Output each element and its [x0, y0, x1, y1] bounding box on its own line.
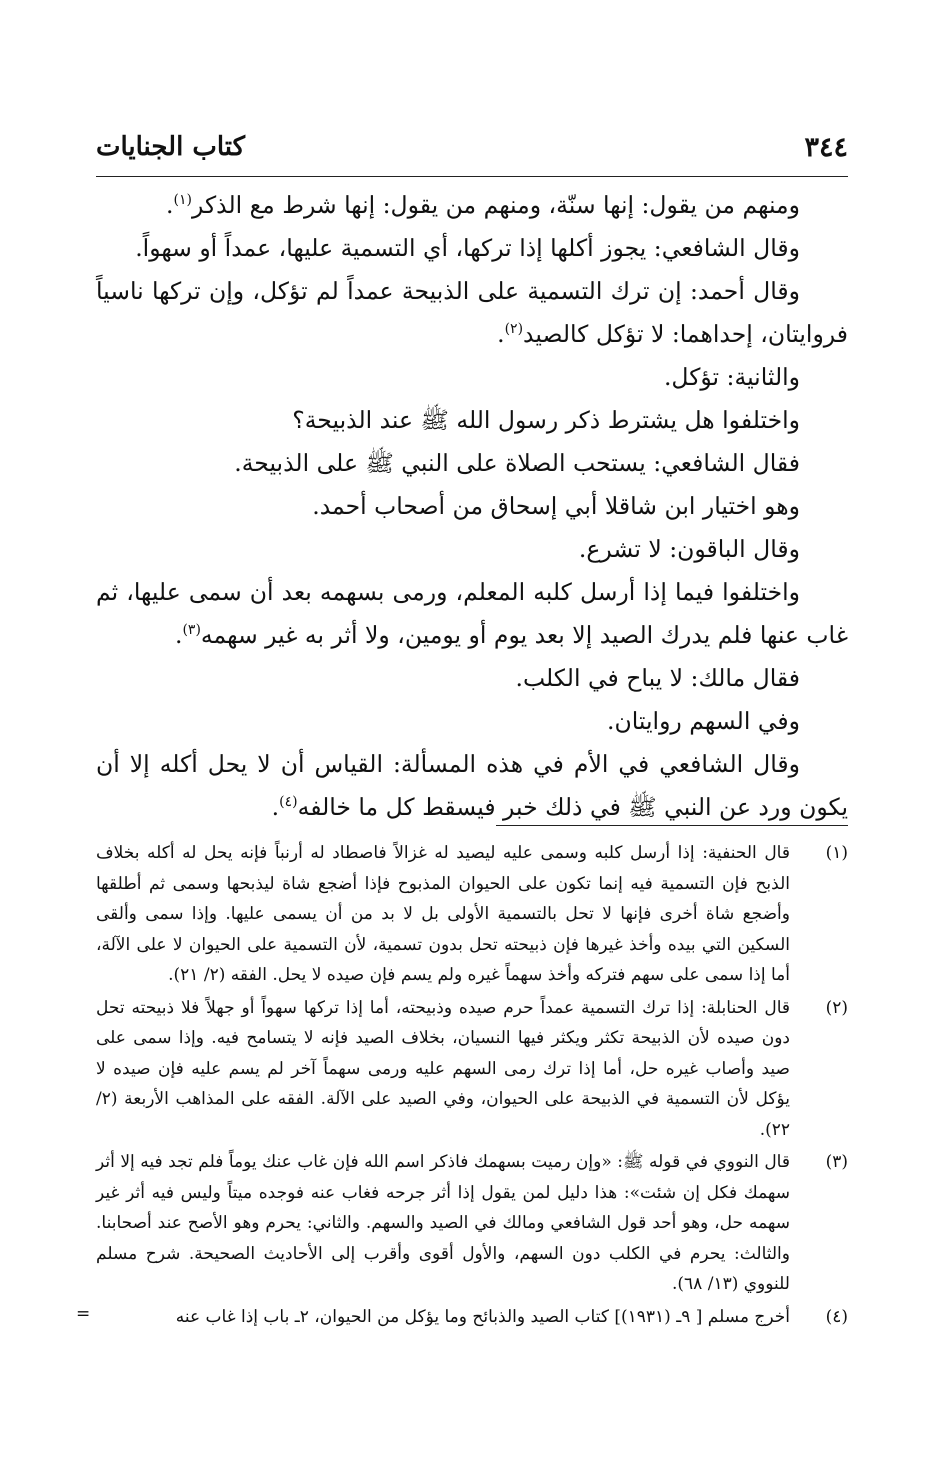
footnote-marker: (٤)	[279, 794, 298, 811]
paragraph: واختلفوا هل يشترط ذكر رسول الله ﷺ عند الذبيحة؟	[292, 406, 800, 434]
paragraph: وقال الباقون: لا تشرع.	[578, 535, 800, 563]
paragraph: وقال الشافعي: يجوز أكلها إذا تركها، أي التسمية عليها، عمداً أو سهواً.	[135, 234, 800, 262]
paragraph: ومنهم من يقول: إنها سنّة، ومنهم من يقول: إنها شرط مع الذكر$^{(١)}$.	[166, 191, 800, 219]
book-title: كتاب الجنايات	[96, 132, 246, 162]
footnote	[96, 838, 848, 991]
footnote-number: (٢)	[825, 997, 848, 1018]
page-header	[96, 128, 848, 177]
paragraph: وفي السهم روايتان.	[607, 707, 800, 735]
footnote	[96, 1302, 848, 1333]
continuation-mark: =	[76, 1304, 91, 1324]
paragraph: وهو اختيار ابن شاقلا أبي إسحاق من أصحاب أحمد.	[312, 492, 800, 520]
paragraph: واختلفوا فيما إذا أرسل كلبه المعلم، ورمى بسهمه بعد أن سمى عليها، ثم غاب عنها فلم يدرك الصيد إلا بعد يوم أو يومين، ولا أثر به غير سهمه$^{(٣)}$.	[96, 578, 848, 649]
footnote-text: أخرج مسلم [ ٩ـ (١٩٣١)] كتاب الصيد والذبائح وما يؤكل من الحيوان، ٢ـ باب إذا غاب عنه	[175, 1306, 790, 1327]
page-number: ٣٤٤	[804, 132, 848, 163]
footnote-text: قال الحنابلة: إذا ترك التسمية عمداً حرم صيده وذبيحته، أما إذا تركها سهواً أو جهلاً فلا ذبيحته تحل دون صيده لأن الذبيحة تكثر ويكثر فيها النسيان، بخلاف الصيد فإنه لا يتسامح فيه. وإذا سمى على صيد وأصاب غيره حل، أما إذا ترك رمى السهم عليه ورمى سهماً آخر لم يسم عليه فإن صيده لا يؤكل لأن التسمية في الذبيحة على الحيوان، وفي الصيد على الآلة. الفقه على المذاهب الأربعة (٢/ ٢٢).	[96, 997, 790, 1140]
footnote-marker: (٣)	[182, 622, 201, 639]
footnote	[96, 993, 848, 1146]
footnote-marker: (١)	[173, 192, 192, 209]
main-text	[96, 184, 848, 829]
footnote-number: (٤)	[825, 1306, 848, 1327]
paragraph: وقال الشافعي في الأم في هذه المسألة: القياس أن لا يحل أكله إلا أن يكون ورد عن النبي ﷺ في ذلك خبر فيسقط كل ما خالفه$^{(٤)}$.	[96, 750, 848, 821]
paragraph: فقال الشافعي: يستحب الصلاة على النبي ﷺ على الذبيحة.	[234, 449, 800, 477]
footnote-text: قال النووي في قوله ﷺ: «وإن رميت بسهمك فاذكر اسم الله فإن غاب عنك يوماً فلم تجد فيه إلا أثر سهمك فكل إن شئت»: هذا دليل لمن يقول إذا أثر جرحه فغاب عنه فوجده ميتاً وليس فيه أثر غير سهمه حل، وهو أحد قول الشافعي ومالك في الصيد والسهم. والثاني: يحرم وهو الأصح عند أصحابنا. والثالث: يحرم في الكلب دون السهم، والأول أقوى وأقرب إلى الأحاديث الصحيحة. شرح مسلم للنووي (١٣/ ٦٨).	[96, 1152, 790, 1294]
footnote-number: (١)	[825, 843, 848, 863]
footnote-number: (٣)	[825, 1152, 848, 1172]
footnote-text: قال الحنفية: إذا أرسل كلبه وسمى عليه ليصيد له غزالاً فاصطاد له أرنباً فإنه يحل له أكله بخلاف الذبح فإن التسمية فيه إنما تكون على الحيوان المذبوح فإذا أضجع شاة ليذبحها وسمى ثم أطلقها وأضجع شاة أخرى فإنها لا تحل بالتسمية الأولى بل لا بد من أن يسمى عليها. وإذا سمى وألقى السكين التي بيده وأخذ غيرها فإن ذبيحته تحل بدون تسمية، لأن التسمية على الحيوان لا على الآلة، أما إذا سمى على سهم فتركه وأخذ سهماً غيره ولم يسم فإن صيده لا يحل. الفقه (٢/ ٢١).	[96, 843, 790, 985]
paragraph: والثانية: تؤكل.	[663, 363, 800, 391]
footnote-divider	[496, 825, 848, 826]
paragraph: وقال أحمد: إن ترك التسمية على الذبيحة عمداً لم تؤكل، وإن تركها ناسياً فروايتان، إحداهما: لا تؤكل كالصيد$^{(٢)}$.	[96, 277, 848, 348]
footnotes	[96, 838, 848, 1334]
footnote-marker: (٢)	[504, 321, 524, 338]
paragraph: فقال مالك: لا يباح في الكلب.	[515, 664, 800, 692]
footnote	[96, 1147, 848, 1300]
